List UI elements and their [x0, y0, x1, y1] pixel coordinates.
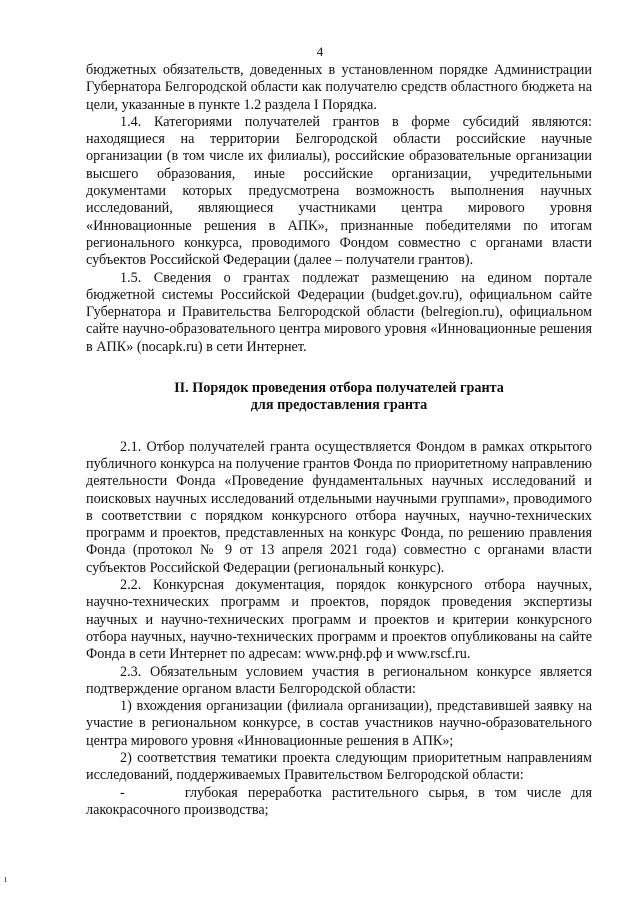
section-heading-line-2: для предоставления гранта [250, 397, 428, 414]
paragraph-2-1: 2.1. Отбор получателей гранта осуществляется Фондом в рамках открытого публичного конкурса на получение грантов Фонда по приоритетному направлению деятельности Фонда «Проведение фундаментальных научных исследований и поисковых научных исследований отдельными научными группами», проводимого в соответствии с порядком конкурсного отбора научных, научно-технических программ и проектов, представленных на конкурс Фонда, по решению правления Фонда (протокол № 9 от 13 апреля 2021 года) совместно с органами власти субъектов Российской Федерации (региональный конкурс). [86, 438, 592, 576]
paragraph-2-2: 2.2. Конкурсная документация, порядок конкурсного отбора научных, научно-технических программ и проектов, порядок проведения экспертизы научных и научно-технических программ и проектов и критерии конкурсного отбора научных, научно-технических программ и проектов опубликованы на сайте Фонда в сети Интернет по адресам: www.рнф.рф и www.rscf.ru. [86, 577, 592, 663]
dash-marker: - [120, 784, 125, 801]
paragraph-1-4: 1.4. Категориями получателей грантов в форме субсидий являются: находящиеся на территории Белгородской области российские научные организации (в том числе их филиалы), российские образовательные организации высшего образования, иные российские организации, учредительными документами которых предусмотрена возможность выполнения научных исследований, являющиеся участниками центра мирового уровня «Инновационные решения в АПК», признанные победителями по итогам регионального конкурса, проводимого Фондом совместно с органами власти субъектов Российской Федерации (далее – получатели грантов). [86, 113, 592, 269]
section-heading [86, 380, 592, 415]
dash-list-item [86, 785, 592, 820]
section-heading-line-1: II. Порядок проведения отбора получателей гранта [174, 380, 504, 397]
paragraph-continuation: бюджетных обязательств, доведенных в установленном порядке Администрации Губернатора Белгородской области как получателю средств областного бюджета на цели, указанные в пункте 1.2 раздела I Порядка. [86, 62, 592, 113]
list-item-2: 2) соответствия тематики проекта следующим приоритетным направлениям исследований, поддерживаемых Правительством Белгородской области: [86, 749, 592, 784]
list-item-1: 1) вхождения организации (филиала организации), представившей заявку на участие в региональном конкурсе, в состав участников научно-образовательного центра мирового уровня «Инновационные решения в АПК»; [86, 698, 592, 749]
paragraph-1-5: 1.5. Сведения о грантах подлежат размещению на едином портале бюджетной системы Российской Федерации (budget.gov.ru), официальном сайте Губернатора и Правительства Белгородской области (belregion.ru), официальном сайте научно-образовательного центра мирового уровня «Инновационные решения в АПК» (nocapk.ru) в сети Интернет. [86, 269, 592, 355]
scan-mark: ı [4, 873, 8, 885]
paragraph-2-3: 2.3. Обязательным условием участия в региональном конкурсе является подтверждение органом власти Белгородской области: [86, 663, 592, 697]
document-body [86, 62, 592, 819]
dash-list-item-text: глубокая переработка растительного сырья, в том числе для лакокрасочного производства; [86, 784, 592, 818]
page-number: 4 [316, 44, 324, 59]
